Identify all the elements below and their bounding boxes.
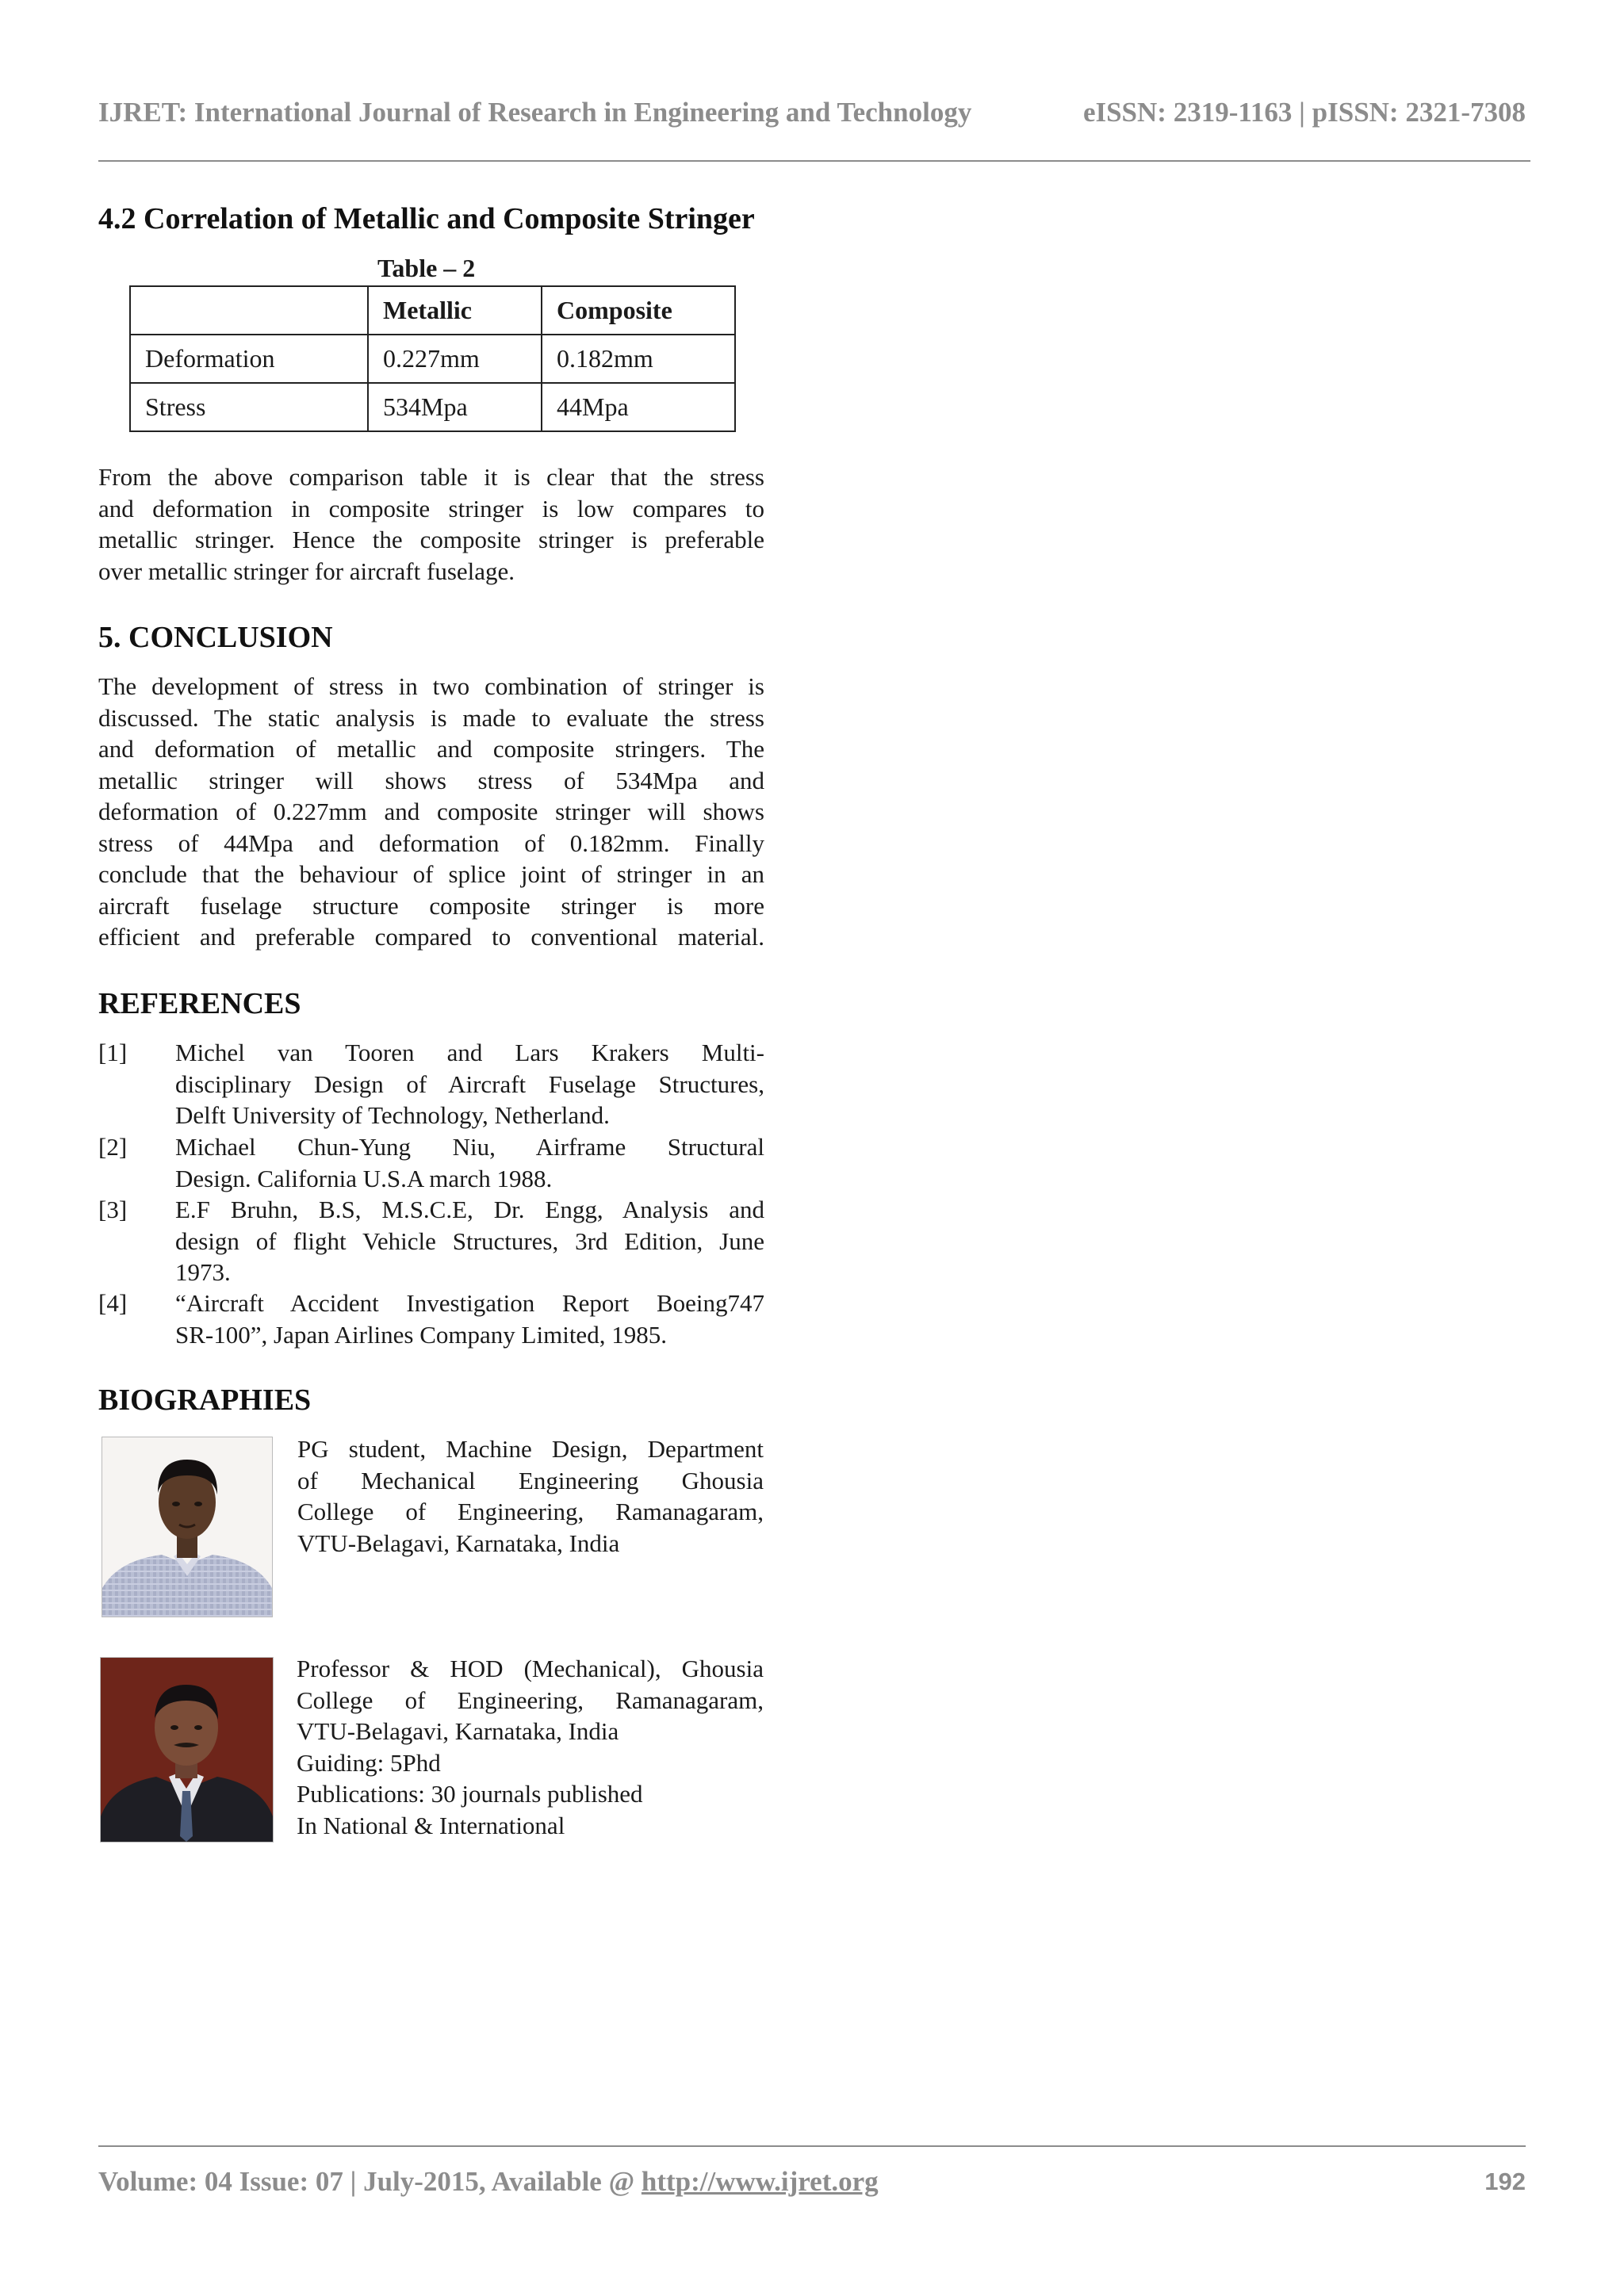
text-line: 1973. — [175, 1258, 231, 1286]
text-line: E.F Bruhn, B.S, M.S.C.E, Dr. Engg, Analysis and — [175, 1196, 764, 1223]
text-line: Professor & HOD (Mechanical), Ghousia — [297, 1655, 764, 1682]
author-photo-professor — [100, 1657, 274, 1843]
reference-number: [2] — [98, 1133, 128, 1161]
text-line: metallic stringer will shows stress of 534Mpa and — [98, 766, 764, 794]
table-caption: Table – 2 — [377, 254, 476, 282]
text-line: “Aircraft Accident Investigation Report Boeing747 — [175, 1289, 764, 1317]
text-line: efficient and preferable compared to conventional material. — [98, 923, 764, 951]
header-divider — [98, 160, 1530, 162]
text-line: SR-100”, Japan Airlines Company Limited, 1985. — [175, 1320, 667, 1349]
reference-text — [175, 1288, 764, 1350]
text-line: Delft University of Technology, Netherland. — [175, 1101, 610, 1129]
text-line: In National & International — [297, 1811, 565, 1839]
table-header-cell — [130, 286, 368, 335]
bio-professor — [297, 1653, 764, 1841]
text-line: College of Engineering, Ramanagaram, — [297, 1498, 764, 1525]
volume-info — [98, 2166, 879, 2198]
running-footer — [98, 2166, 1526, 2206]
text-line: Michael Chun-Yung Niu, Airframe Structural — [175, 1133, 764, 1161]
text-line: PG student, Machine Design, Department — [297, 1435, 764, 1463]
text-line: of Mechanical Engineering Ghousia — [297, 1466, 764, 1494]
volume-text: Volume: 04 Issue: 07 | July-2015, Available @ — [98, 2166, 642, 2197]
table-header-row — [130, 286, 735, 335]
text-line: over metallic stringer for aircraft fuselage. — [98, 557, 515, 585]
reference-item — [98, 1037, 764, 1132]
journal-name: IJRET: International Journal of Research in Engineering and Technology — [98, 97, 972, 128]
reference-number: [1] — [98, 1039, 128, 1066]
text-line: discussed. The static analysis is made to evaluate the stress — [98, 703, 764, 732]
text-line: stress of 44Mpa and deformation of 0.182mm. Finally — [98, 828, 764, 857]
reference-text — [175, 1131, 764, 1194]
journal-link[interactable]: http://www.ijret.org — [641, 2166, 879, 2197]
reference-text — [175, 1037, 764, 1131]
text-line: disciplinary Design of Aircraft Fuselage Structures, — [175, 1070, 764, 1098]
text-line: VTU-Belagavi, Karnataka, India — [297, 1529, 620, 1557]
text-line: Design. California U.S.A march 1988. — [175, 1164, 553, 1192]
table-header-cell: Metallic — [368, 286, 542, 335]
text-line: College of Engineering, Ramanagaram, — [297, 1686, 764, 1714]
text-line: aircraft fuselage structure composite stringer is more — [98, 891, 764, 920]
section-heading-biographies: BIOGRAPHIES — [98, 1383, 312, 1417]
table-cell: Stress — [130, 383, 368, 431]
section-heading-references: REFERENCES — [98, 987, 301, 1020]
table-row — [130, 335, 735, 383]
author-photo-student — [102, 1437, 273, 1617]
text-line: design of flight Vehicle Structures, 3rd Edition, June — [175, 1226, 764, 1255]
table-row — [130, 383, 735, 431]
text-line: From the above comparison table it is clear that the stress — [98, 463, 764, 491]
text-line: Michel van Tooren and Lars Krakers Multi- — [175, 1039, 764, 1066]
text-line: conclude that the behaviour of splice joint of stringer in an — [98, 860, 764, 888]
portrait-image — [101, 1658, 273, 1842]
text-line: metallic stringer. Hence the composite stringer is preferable — [98, 526, 764, 553]
text-line: and deformation in composite stringer is low compares to — [98, 494, 764, 522]
issn-numbers: eISSN: 2319-1163 | pISSN: 2321-7308 — [1082, 97, 1526, 128]
conclusion-paragraph — [98, 671, 764, 953]
text-line: The development of stress in two combination of stringer is — [98, 672, 764, 700]
section-heading-conclusion: 5. CONCLUSION — [98, 621, 333, 654]
text-line: deformation of 0.227mm and composite stringer will shows — [98, 798, 764, 825]
running-header — [98, 97, 1526, 136]
table-cell: 0.182mm — [542, 335, 735, 383]
comparison-table — [129, 285, 736, 432]
table-header-cell: Composite — [542, 286, 735, 335]
reference-item — [98, 1131, 764, 1195]
bio-student — [297, 1433, 764, 1559]
table-cell: 534Mpa — [368, 383, 542, 431]
text-line: and deformation of metallic and composite stringers. The — [98, 735, 764, 763]
table-cell: 0.227mm — [368, 335, 542, 383]
reference-text — [175, 1194, 764, 1288]
table-cell: Deformation — [130, 335, 368, 383]
reference-number: [3] — [98, 1196, 128, 1223]
text-line: Publications: 30 journals published — [297, 1780, 643, 1808]
page-number: 192 — [1484, 2168, 1526, 2195]
footer-divider — [98, 2145, 1526, 2147]
text-line: Guiding: 5Phd — [297, 1748, 441, 1777]
reference-number: [4] — [98, 1289, 128, 1317]
portrait-image — [102, 1437, 272, 1617]
section-heading-correlation: 4.2 Correlation of Metallic and Composite Stringer — [98, 202, 755, 235]
reference-item — [98, 1194, 764, 1289]
text-line: VTU-Belagavi, Karnataka, India — [297, 1717, 619, 1745]
table-cell: 44Mpa — [542, 383, 735, 431]
reference-item — [98, 1288, 764, 1351]
comparison-paragraph — [98, 461, 764, 587]
